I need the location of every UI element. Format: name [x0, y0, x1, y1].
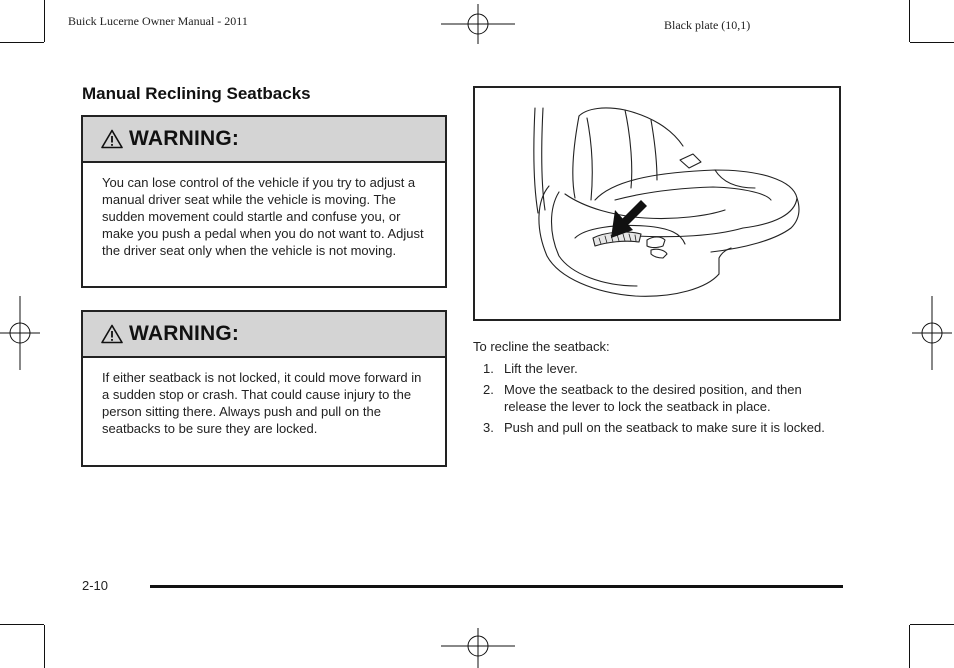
list-item	[473, 419, 833, 436]
section-title: Manual Reclining Seatbacks	[82, 84, 311, 103]
warning-triangle-icon	[101, 129, 123, 149]
registration-mark-left	[0, 296, 40, 370]
warning-header-1	[83, 117, 445, 163]
plate-label: Black plate (10,1)	[664, 18, 751, 32]
warning-text-2: If either seatback is not locked, it could move forward in a sudden stop or crash. That could cause injury to the person sitting there. Always push and pull on the seatbacks to be sure they are locked.	[102, 370, 422, 436]
step-text: Move the seatback to the desired position, and then release the lever to lock the seatback in place.	[504, 382, 802, 414]
instruction-steps	[473, 360, 833, 440]
footer-rule	[150, 585, 843, 588]
step-number: 1.	[483, 361, 494, 376]
warning-text-1: You can lose control of the vehicle if you try to adjust a manual driver seat while the vehicle is moving. The sudden movement could startle and confuse you, or make you push a pedal when you do not want to. Adjust the driver seat only when the vehicle is not moving.	[102, 175, 424, 258]
step-text: Lift the lever.	[504, 361, 578, 376]
warning-header-2	[83, 312, 445, 358]
registration-mark-right	[912, 296, 952, 370]
step-number: 2.	[483, 382, 494, 397]
list-item	[473, 381, 833, 415]
seat-recline-lever-illustration	[473, 86, 841, 321]
manual-title: Buick Lucerne Owner Manual - 2011	[68, 14, 248, 28]
warning-heading-1: WARNING:	[129, 127, 240, 150]
step-number: 3.	[483, 420, 494, 435]
instructions-intro: To recline the seatback:	[473, 339, 610, 354]
list-item	[473, 360, 833, 377]
warning-box-2	[81, 310, 447, 467]
registration-mark-top	[441, 4, 515, 44]
seat-drawing	[475, 88, 839, 319]
step-text: Push and pull on the seatback to make sure it is locked.	[504, 420, 825, 435]
warning-triangle-icon	[101, 324, 123, 344]
page-number: 2-10	[82, 578, 109, 593]
warning-box-1	[81, 115, 447, 288]
registration-mark-bottom	[441, 628, 515, 668]
warning-heading-2: WARNING:	[129, 322, 240, 345]
